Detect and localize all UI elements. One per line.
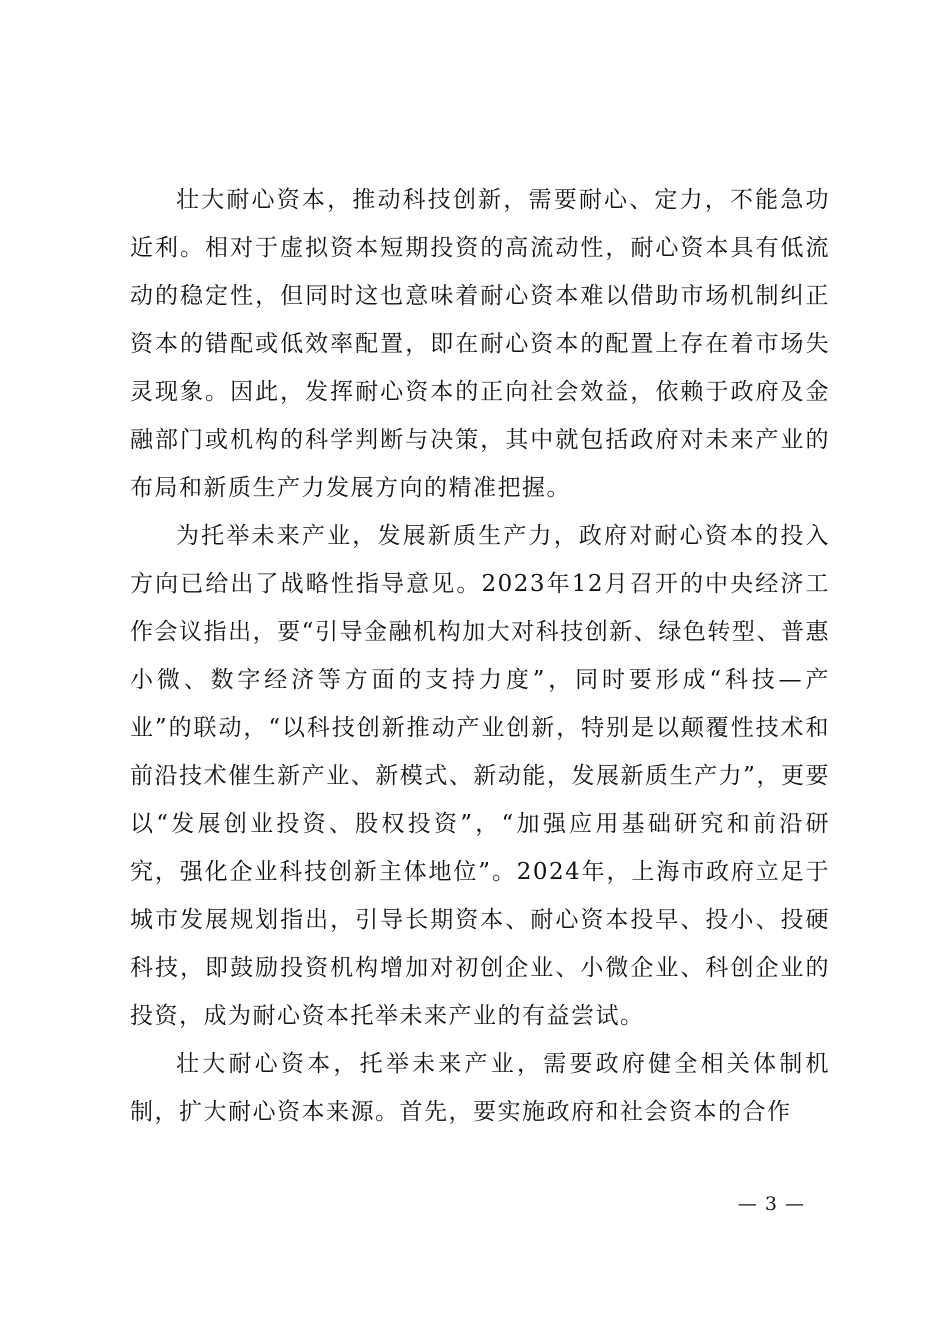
paragraph-3: 壮大耐心资本，托举未来产业，需要政府健全相关体制机制，扩大耐心资本来源。首先，要实施政府和社会资本的合作 (130, 1051, 830, 1125)
body-text (130, 176, 830, 1136)
paragraph-2: 为托举未来产业，发展新质生产力，政府对耐心资本的投入方向已给出了战略性指导意见。2023年12月召开的中央经济工作会议指出，要“引导金融机构加大对科技创新、绿色转型、普惠小微、数字经济等方面的支持力度”，同时要形成“科技—产业”的联动，“以科技创新推动产业创新，特别是以颠覆性技术和前沿技术催生新产业、新模式、新动能，发展新质生产力”，更要以“发展创业投资、股权投资”，“加强应用基础研究和前沿研究，强化企业科技创新主体地位”。2024年，上海市政府立足于城市发展规划指出，引导长期资本、耐心资本投早、投小、投硬科技，即鼓励投资机构增加对初创企业、小微企业、科创企业的投资，成为耐心资本托举未来产业的有益尝试。 (130, 523, 830, 1029)
paragraph-1: 壮大耐心资本，推动科技创新，需要耐心、定力，不能急功近利。相对于虚拟资本短期投资的高流动性，耐心资本具有低流动的稳定性，但同时这也意味着耐心资本难以借助市场机制纠正资本的错配或低效率配置，即在耐心资本的配置上存在着市场失灵现象。因此，发挥耐心资本的正向社会效益，依赖于政府及金融部门或机构的科学判断与决策，其中就包括政府对未来产业的布局和新质生产力发展方向的精准把握。 (130, 187, 830, 501)
page-number: — 3 — (737, 1193, 805, 1215)
